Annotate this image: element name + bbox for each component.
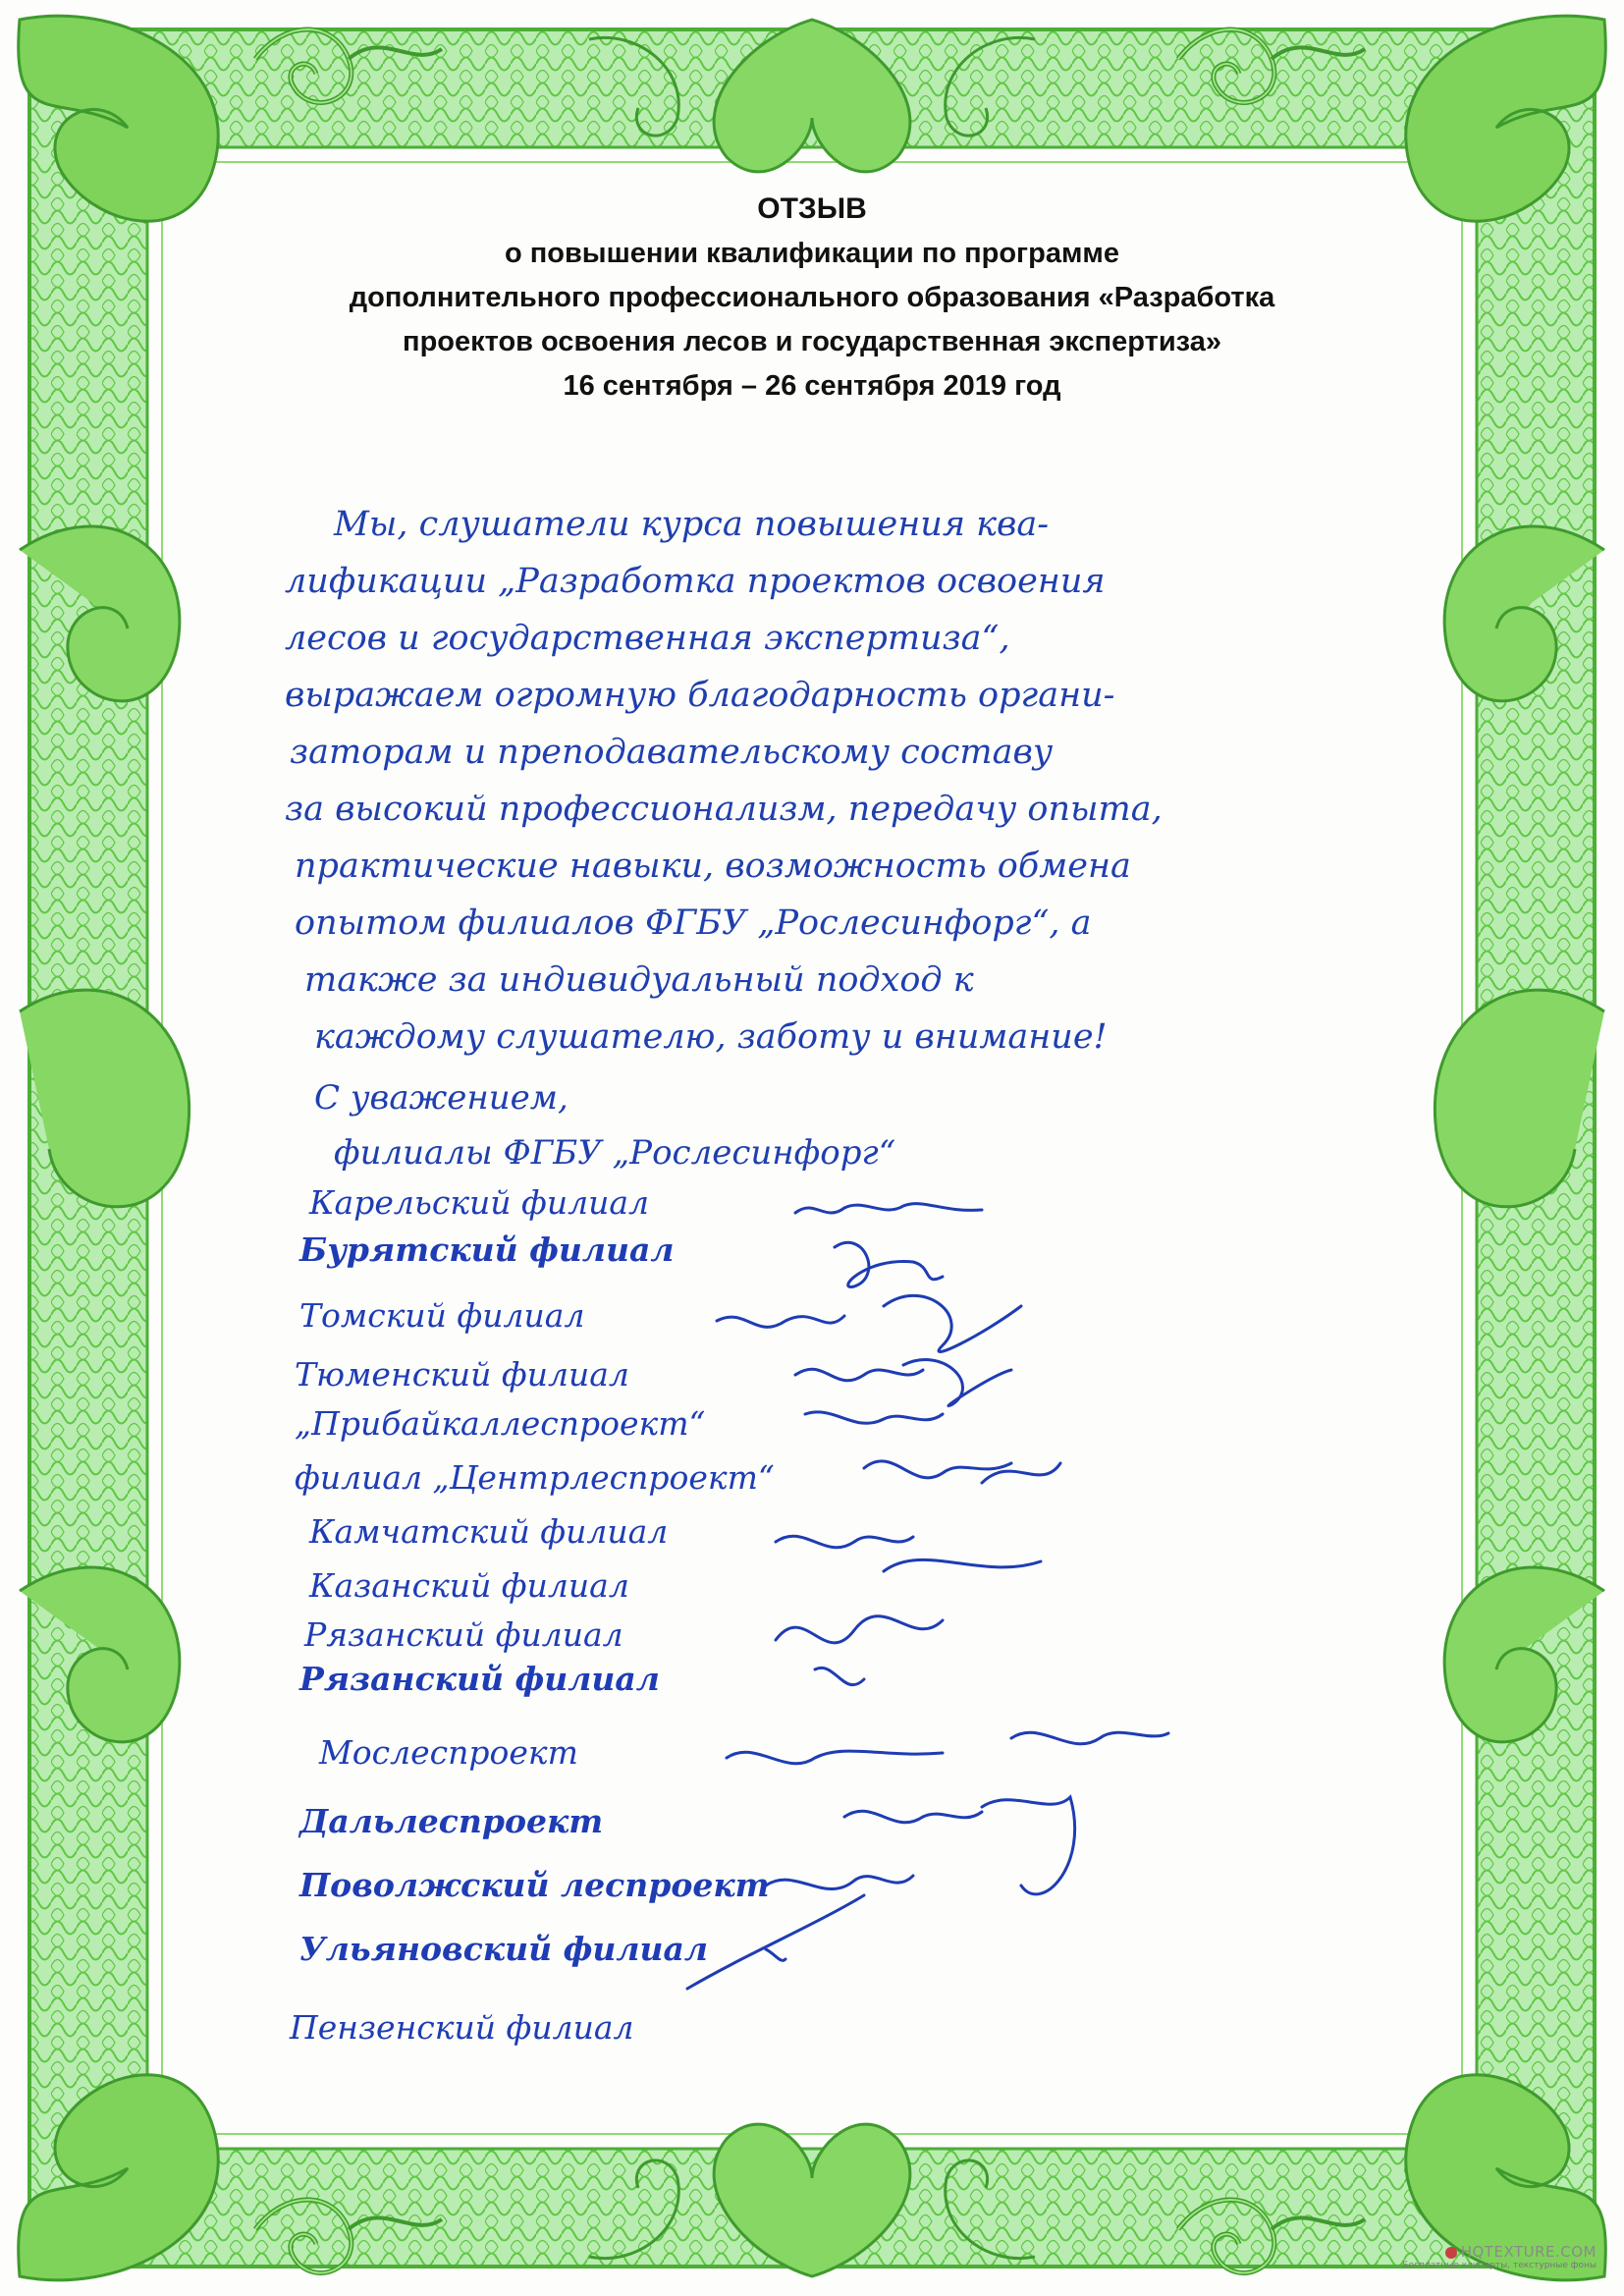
signature-stroke	[776, 1616, 943, 1643]
heading-line-2: о повышении квалификации по программе	[504, 238, 1120, 269]
branch-entry: Мослеспроект	[319, 1733, 578, 1772]
heading-line-3: дополнительного профессионального образования «Разработка	[349, 282, 1275, 313]
branch-entry: Бурятский филиал	[299, 1230, 675, 1269]
letter-line: также за индивидуальный подход к	[304, 960, 974, 1000]
letter-line: практические навыки, возможность обмена	[295, 847, 1131, 886]
branch-entry: Рязанский филиал	[299, 1660, 660, 1698]
closing-signatory: филиалы ФГБУ „Рослесинфорг“	[334, 1133, 896, 1173]
branch-entry: Пензенский филиал	[290, 2008, 634, 2047]
branch-entry: Тюменский филиал	[295, 1355, 629, 1394]
watermark-subtitle: Бесплатные клипарты, текстурные фоны	[1402, 2261, 1597, 2270]
signature-stroke	[717, 1316, 844, 1327]
branch-entry: Казанский филиал	[309, 1566, 629, 1605]
letter-line: лесов и государственная экспертиза“,	[285, 619, 1010, 658]
branch-entry: филиал „Центрлеспроект“	[295, 1458, 775, 1497]
watermark	[1402, 2243, 1597, 2270]
branch-entry: Томский филиал	[299, 1296, 585, 1335]
letter-line: каждому слушателю, заботу и внимание!	[314, 1017, 1108, 1057]
letter-line: заторам и преподавательскому составу	[290, 733, 1054, 772]
branch-entry: Ульяновский филиал	[299, 1930, 709, 1968]
signature-stroke	[982, 1797, 1075, 1894]
heading-date-range: 16 сентября – 26 сентября 2019 год	[563, 370, 1061, 402]
heading-line-4: проектов освоения лесов и государственная экспертиза»	[403, 326, 1221, 357]
watermark-name: HQTEXTURE.COM	[1460, 2243, 1597, 2261]
signature-stroke	[903, 1360, 1011, 1406]
signature-stroke	[815, 1667, 864, 1684]
letter-line: Мы, слушатели курса повышения ква-	[334, 505, 1050, 544]
signature-stroke	[884, 1559, 1041, 1571]
closing-regards: С уважением,	[314, 1078, 568, 1118]
signature-stroke	[805, 1412, 943, 1423]
signature-stroke	[1011, 1732, 1168, 1744]
branch-entry: Поволжский леспроект	[299, 1866, 770, 1904]
signature-stroke	[795, 1204, 982, 1213]
branch-entry: Дальлеспроект	[299, 1802, 604, 1840]
branch-entry: „Прибайкаллеспроект“	[295, 1404, 706, 1443]
signature-stroke	[766, 1949, 785, 1960]
signature-stroke	[795, 1369, 923, 1381]
signature-stroke	[835, 1242, 943, 1286]
signature-stroke	[776, 1536, 913, 1548]
signature-stroke	[982, 1463, 1060, 1483]
signature-stroke	[687, 1895, 864, 1989]
signature-stroke	[727, 1751, 943, 1764]
branch-entry: Камчатский филиал	[309, 1512, 669, 1551]
letter-line: опытом филиалов ФГБУ „Рослесинфорг“, а	[295, 903, 1092, 943]
heading-title: ОТЗЫВ	[757, 192, 867, 225]
branch-entry: Рязанский филиал	[304, 1615, 623, 1654]
signature-stroke	[766, 1876, 913, 1889]
signature-stroke	[844, 1811, 982, 1823]
letter-line: лификации „Разработка проектов освоения	[285, 562, 1106, 601]
branch-entry: Карельский филиал	[309, 1183, 650, 1222]
letter-line: выражаем огромную благодарность органи-	[285, 676, 1115, 715]
letter-line: за высокий профессионализм, передачу опыта,	[285, 790, 1163, 829]
signature-stroke	[884, 1295, 1021, 1351]
watermark-logo-icon	[1445, 2247, 1457, 2259]
